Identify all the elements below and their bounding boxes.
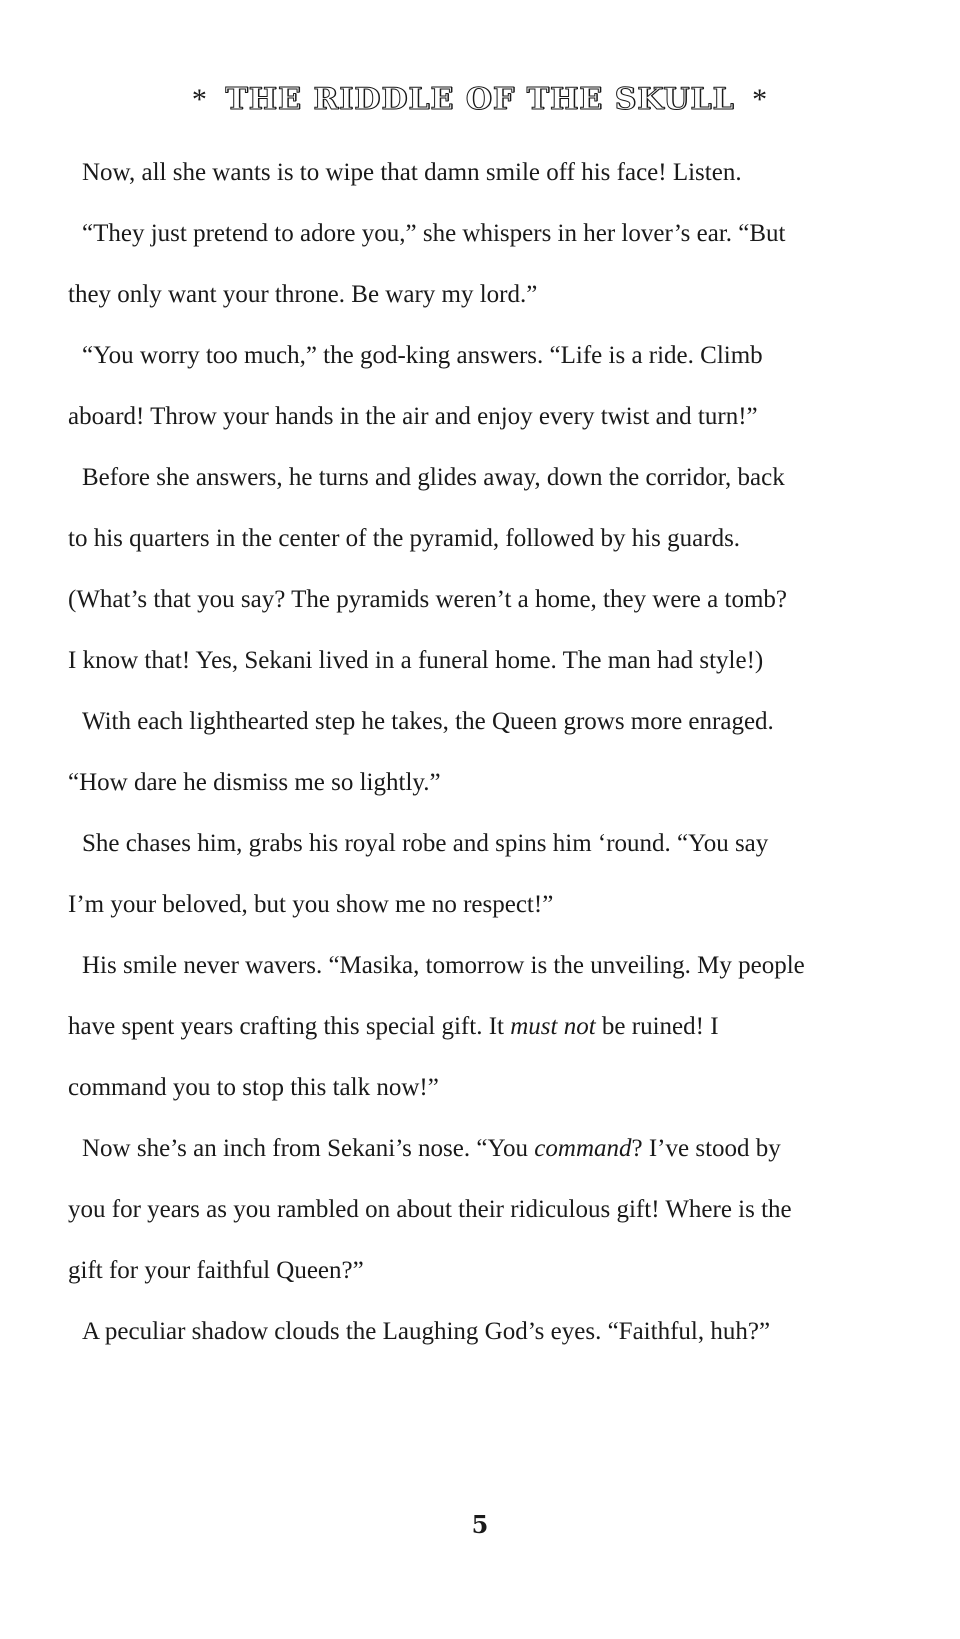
text-line: She chases him, grabs his royal robe and spins him ‘round. “You say: [82, 830, 769, 857]
text-line: With each lighthearted step he takes, the Queen grows more enraged.: [82, 708, 774, 735]
text-segment: be ruined! I: [595, 1013, 719, 1040]
chapter-title-text: THE RIDDLE OF THE SKULL: [225, 82, 735, 117]
text-line: gift for your faithful Queen?”: [68, 1257, 364, 1284]
text-line: (What’s that you say? The pyramids weren’t a home, they were a tomb?: [68, 586, 787, 613]
emphasis-text: command: [534, 1135, 632, 1162]
text-line: I’m your beloved, but you show me no respect!”: [68, 891, 554, 918]
text-line: command you to stop this talk now!”: [68, 1074, 439, 1101]
text-line: they only want your throne. Be wary my lord.”: [68, 281, 538, 308]
emphasis-text: must not: [510, 1013, 596, 1040]
text-line: “They just pretend to adore you,” she whispers in her lover’s ear. “But: [82, 220, 786, 247]
text-segment: have spent years crafting this special gift. It: [68, 1013, 511, 1040]
text-line: Before she answers, he turns and glides away, down the corridor, back: [82, 464, 785, 491]
text-line: “How dare he dismiss me so lightly.”: [68, 769, 441, 796]
text-line: Now, all she wants is to wipe that damn smile off his face! Listen.: [82, 159, 742, 186]
page-number: 5: [471, 1510, 489, 1539]
text-line: A peculiar shadow clouds the Laughing God’s eyes. “Faithful, huh?”: [82, 1318, 771, 1345]
text-line: I know that! Yes, Sekani lived in a funeral home. The man had style!): [68, 647, 764, 674]
text-segment: Now she’s an inch from Sekani’s nose. “You: [82, 1135, 535, 1162]
text-line: His smile never wavers. “Masika, tomorrow is the unveiling. My people: [82, 952, 805, 979]
text-line: “You worry too much,” the god-king answers. “Life is a ride. Climb: [82, 342, 763, 369]
text-line: [68, 1012, 719, 1042]
text-line: to his quarters in the center of the pyramid, followed by his guards.: [68, 525, 741, 552]
chapter-title: [0, 82, 960, 117]
text-line: aboard! Throw your hands in the air and enjoy every twist and turn!”: [68, 403, 758, 430]
title-star-left: *: [191, 83, 208, 116]
text-segment: ? I’ve stood by: [631, 1135, 781, 1162]
text-line: you for years as you rambled on about their ridiculous gift! Where is the: [68, 1196, 792, 1223]
text-line: [82, 1134, 781, 1164]
title-star-right: *: [752, 83, 769, 116]
